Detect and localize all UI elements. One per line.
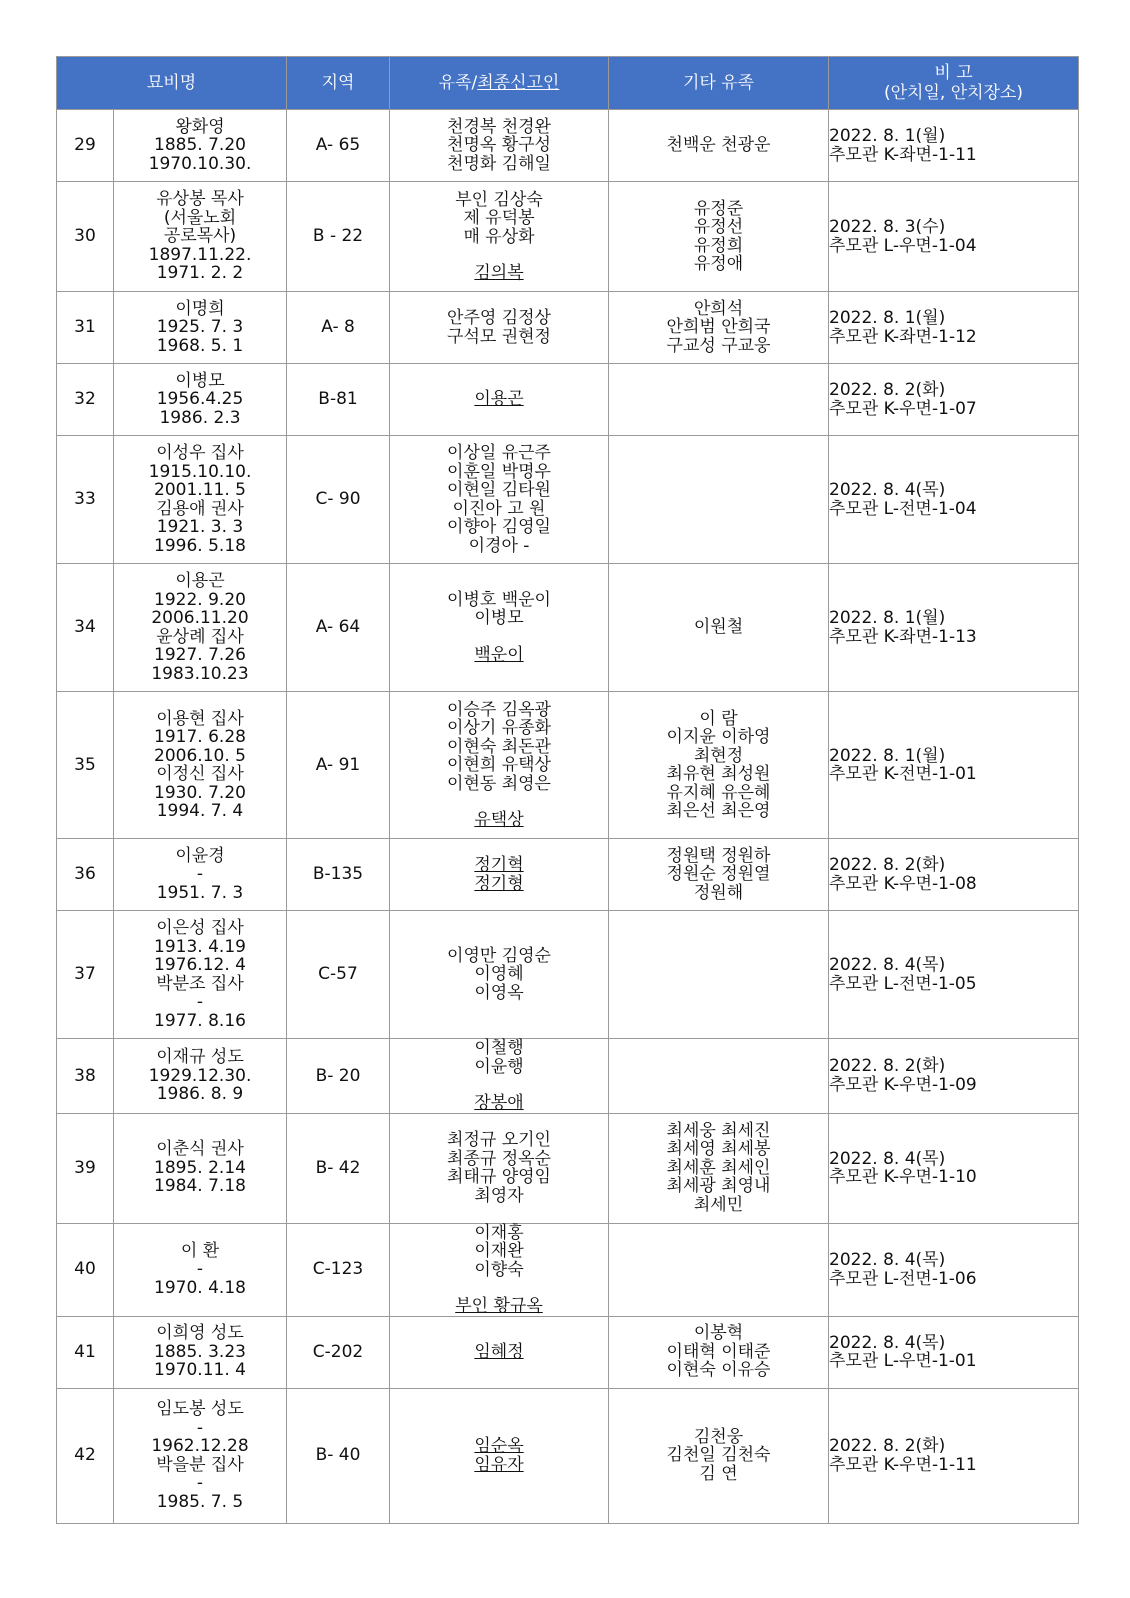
family-cell — [390, 564, 609, 692]
enshrine-date: 2022. 8. 2(화) — [829, 1436, 946, 1456]
enshrine-location: 추모관 K-우면-1-09 — [829, 1074, 977, 1095]
family-line: 천경복 천경완 — [447, 116, 551, 137]
epitaph-line: 1970. 4.18 — [154, 1277, 246, 1298]
epitaph-name — [114, 364, 287, 436]
enshrine-location: 추모관 K-전면-1-01 — [829, 764, 977, 784]
family-line: 이병모 — [474, 608, 524, 629]
header-region: 지역 — [287, 57, 390, 110]
enshrine-location: 추모관 L-전면-1-05 — [829, 973, 977, 994]
epitaph-line: 이 환 — [180, 1240, 220, 1261]
other-family-line: 구교성 구교웅 — [666, 335, 771, 356]
enshrine-location: 추모관 K-좌면-1-13 — [829, 626, 977, 647]
row-number: 32 — [57, 364, 114, 436]
epitaph-line: 이춘식 권사 — [156, 1139, 244, 1160]
epitaph-line: 1977. 8.16 — [154, 1010, 246, 1031]
note-cell — [829, 564, 1079, 692]
family-line: 이윤행 — [474, 1056, 524, 1077]
row-number: 39 — [57, 1113, 114, 1223]
epitaph-line: 박분조 집사 — [156, 973, 244, 994]
other-family-cell — [609, 839, 829, 911]
note-cell — [829, 1223, 1079, 1316]
other-family-cell — [609, 911, 829, 1039]
other-family-line: 천백운 천광운 — [666, 135, 771, 156]
epitaph-line: 1970.10.30. — [148, 153, 252, 174]
other-family-line: 최유현 최성원 — [666, 764, 771, 784]
epitaph-line: 1983.10.23 — [151, 663, 249, 684]
other-family-cell — [609, 692, 829, 839]
other-family-cell — [609, 1316, 829, 1388]
spacer — [390, 246, 608, 264]
epitaph-name — [114, 292, 287, 364]
other-family-cell — [609, 364, 829, 436]
family-line: 최영자 — [474, 1185, 524, 1206]
table-row — [57, 692, 1079, 839]
other-family-line: 최세광 최영내 — [666, 1176, 771, 1197]
epitaph-line: 1929.12.30. — [148, 1065, 252, 1086]
family-line: 천명화 김해일 — [447, 153, 551, 174]
other-family-line: 이태혁 이태준 — [666, 1341, 771, 1362]
epitaph-line: 이병모 — [175, 370, 225, 391]
other-family-line: 이봉혁 — [693, 1323, 744, 1344]
region-code: B - 22 — [287, 182, 390, 292]
family-cell — [390, 110, 609, 182]
other-family-line: 정원택 정원하 — [666, 845, 771, 866]
spacer — [390, 628, 608, 646]
note-cell — [829, 364, 1079, 436]
enshrine-location: 추모관 L-우면-1-01 — [829, 1351, 977, 1371]
epitaph-line: 1986. 8. 9 — [156, 1084, 244, 1104]
family-line: 이승주 김옥광 — [447, 699, 551, 720]
other-family-cell — [609, 436, 829, 564]
family-cell — [390, 1388, 609, 1523]
epitaph-line: 1984. 7.18 — [154, 1176, 246, 1197]
epitaph-line: 1913. 4.19 — [154, 936, 246, 957]
region-code: B-81 — [287, 364, 390, 436]
final-reporter: 임혜정 — [474, 1341, 524, 1362]
epitaph-line: 2001.11. 5 — [154, 480, 246, 500]
enshrine-date: 2022. 8. 4(목) — [829, 1148, 946, 1169]
epitaph-name — [114, 692, 287, 839]
epitaph-line: 1917. 6.28 — [154, 727, 246, 747]
other-family-cell — [609, 1113, 829, 1223]
epitaph-line: 1885. 7.20 — [154, 135, 246, 156]
family-line: 부인 김상숙 — [455, 189, 543, 210]
other-family-line: 최세훈 최세인 — [666, 1157, 771, 1178]
epitaph-line: 이은성 집사 — [156, 918, 244, 938]
enshrine-location: 추모관 K-우면-1-08 — [829, 873, 977, 894]
table-row — [57, 564, 1079, 692]
epitaph-line: 1930. 7.20 — [154, 782, 246, 803]
family-cell — [390, 911, 609, 1039]
epitaph-name — [114, 182, 287, 292]
family-cell — [390, 364, 609, 436]
epitaph-line: 김용애 권사 — [156, 498, 244, 519]
enshrine-date: 2022. 8. 3(수) — [829, 217, 946, 237]
enshrine-date: 2022. 8. 4(목) — [829, 480, 946, 500]
epitaph-line: 1970.11. 4 — [154, 1360, 246, 1381]
family-line: 이재홍 — [474, 1222, 524, 1243]
note-cell — [829, 110, 1079, 182]
note-cell — [829, 692, 1079, 839]
epitaph-line: 1996. 5.18 — [154, 535, 246, 556]
enshrine-location: 추모관 L-전면-1-04 — [829, 498, 977, 519]
final-reporter: 유택상 — [474, 810, 524, 830]
family-line: 최정규 오기인 — [447, 1130, 551, 1150]
note-cell — [829, 292, 1079, 364]
enshrine-location: 추모관 K-우면-1-11 — [829, 1454, 977, 1475]
final-reporter: 정기형 — [474, 873, 524, 894]
enshrine-date: 2022. 8. 4(목) — [829, 955, 946, 975]
enshrine-date: 2022. 8. 2(화) — [829, 1056, 946, 1077]
epitaph-line: 이성우 집사 — [156, 443, 244, 463]
other-family-line: 이지윤 이하영 — [666, 727, 771, 747]
epitaph-line: 이재규 성도 — [156, 1047, 244, 1067]
family-line: 이영혜 — [474, 964, 524, 985]
enshrine-location: 추모관 K-좌면-1-11 — [829, 144, 977, 165]
table-row — [57, 364, 1079, 436]
other-family-line: 이원철 — [693, 617, 744, 638]
epitaph-line: 1895. 2.14 — [154, 1157, 246, 1178]
other-family-line: 정원순 정원열 — [666, 864, 771, 885]
family-line: 최종규 정옥순 — [447, 1148, 551, 1169]
table-row — [57, 839, 1079, 911]
other-family-line: 이 람 — [699, 708, 738, 729]
table-row — [57, 911, 1079, 1039]
family-cell — [390, 1223, 609, 1316]
family-cell — [390, 436, 609, 564]
epitaph-line: 1951. 7. 3 — [156, 882, 244, 903]
row-number: 37 — [57, 911, 114, 1039]
epitaph-line: 2006.11.20 — [151, 608, 249, 628]
other-family-line: 최세웅 최세진 — [666, 1120, 771, 1141]
row-number: 31 — [57, 292, 114, 364]
other-family-line: 김 연 — [699, 1463, 738, 1484]
epitaph-line: - — [196, 1417, 204, 1438]
epitaph-line: 1986. 2.3 — [159, 407, 241, 428]
note-cell — [829, 1039, 1079, 1114]
row-number: 30 — [57, 182, 114, 292]
epitaph-name — [114, 839, 287, 911]
enshrine-date: 2022. 8. 2(화) — [829, 855, 946, 875]
epitaph-line: 1925. 7. 3 — [156, 317, 244, 338]
epitaph-line: 1915.10.10. — [148, 461, 252, 482]
epitaph-line: 1985. 7. 5 — [156, 1491, 244, 1512]
family-line: 이재완 — [474, 1241, 524, 1261]
note-cell — [829, 1388, 1079, 1523]
epitaph-line: 1994. 7. 4 — [156, 801, 244, 821]
table-row — [57, 292, 1079, 364]
family-line: 이상기 유종화 — [447, 718, 551, 738]
other-family-line: 유정준 — [693, 198, 744, 219]
epitaph-line: 이명희 — [175, 298, 225, 319]
family-cell — [390, 692, 609, 839]
table-row — [57, 1223, 1079, 1316]
region-code: C- 90 — [287, 436, 390, 564]
region-code: A- 91 — [287, 692, 390, 839]
epitaph-name — [114, 564, 287, 692]
family-line: 이영만 김영순 — [447, 945, 551, 966]
enshrine-location: 추모관 K-우면-1-07 — [829, 398, 977, 419]
header-other-family: 기타 유족 — [609, 57, 829, 110]
note-cell — [829, 839, 1079, 911]
family-line: 이향아 김영일 — [447, 517, 551, 537]
table-row — [57, 182, 1079, 292]
family-cell — [390, 1039, 609, 1114]
final-reporter: 백운이 — [474, 644, 524, 665]
other-family-line: 최세영 최세봉 — [666, 1139, 771, 1160]
enshrine-date: 2022. 8. 1(월) — [829, 608, 946, 628]
epitaph-line: (서울노회 — [163, 207, 237, 228]
enshrine-date: 2022. 8. 1(월) — [829, 308, 946, 328]
region-code: C-123 — [287, 1223, 390, 1316]
epitaph-line: - — [196, 864, 204, 885]
epitaph-line: - — [196, 1259, 204, 1280]
epitaph-line: 이정신 집사 — [156, 764, 244, 784]
other-family-cell — [609, 182, 829, 292]
enshrine-date: 2022. 8. 2(화) — [829, 380, 946, 400]
region-code: C-202 — [287, 1316, 390, 1388]
epitaph-name — [114, 1316, 287, 1388]
final-reporter: 김의복 — [474, 263, 524, 283]
enshrine-date: 2022. 8. 4(목) — [829, 1250, 946, 1270]
family-cell — [390, 1113, 609, 1223]
other-family-cell — [609, 1388, 829, 1523]
family-line: 매 유상화 — [463, 226, 535, 247]
family-line: 이진아 고 원 — [452, 498, 546, 519]
epitaph-line: - — [196, 1473, 204, 1493]
other-family-line: 유정희 — [693, 235, 744, 256]
epitaph-name — [114, 1039, 287, 1114]
family-cell — [390, 292, 609, 364]
row-number: 38 — [57, 1039, 114, 1114]
epitaph-line: 1976.12. 4 — [154, 955, 246, 975]
enshrine-date: 2022. 8. 1(월) — [829, 126, 946, 146]
row-number: 42 — [57, 1388, 114, 1523]
family-line: 최태규 양영임 — [447, 1167, 551, 1187]
epitaph-line: 1968. 5. 1 — [156, 335, 244, 356]
epitaph-line: 이용현 집사 — [156, 708, 244, 729]
epitaph-line: 1922. 9.20 — [154, 589, 246, 610]
family-line: 구석모 권현정 — [447, 326, 551, 347]
final-reporter: 부인 황규옥 — [455, 1296, 543, 1316]
epitaph-name — [114, 1388, 287, 1523]
other-family-line: 안희석 — [693, 298, 744, 319]
other-family-cell — [609, 110, 829, 182]
other-family-cell — [609, 1039, 829, 1114]
other-family-line: 안희범 안희국 — [666, 317, 771, 338]
family-line: 이훈일 박명우 — [447, 461, 551, 482]
epitaph-line: 박을분 집사 — [156, 1454, 244, 1475]
epitaph-line: 1885. 3.23 — [154, 1341, 246, 1362]
enshrine-location: 추모관 L-우면-1-04 — [829, 235, 977, 256]
row-number: 34 — [57, 564, 114, 692]
epitaph-name — [114, 436, 287, 564]
enshrine-location: 추모관 K-우면-1-10 — [829, 1167, 977, 1187]
epitaph-line: 유상봉 목사 — [156, 189, 244, 210]
region-code: B- 20 — [287, 1039, 390, 1114]
family-line: 이상일 유근주 — [447, 443, 551, 463]
epitaph-line: 2006.10. 5 — [154, 745, 246, 766]
table-row — [57, 1388, 1079, 1523]
family-line: 이향숙 — [474, 1259, 524, 1280]
header-note: 비 고 (안치일, 안치장소) — [829, 57, 1079, 110]
final-reporter: 임순옥 — [474, 1436, 524, 1456]
table-row — [57, 1316, 1079, 1388]
epitaph-line: 왕화영 — [175, 116, 225, 137]
family-cell — [390, 1316, 609, 1388]
other-family-line: 김천일 김천숙 — [666, 1445, 771, 1466]
other-family-line: 유정애 — [693, 254, 744, 274]
note-cell — [829, 1113, 1079, 1223]
note-cell — [829, 911, 1079, 1039]
epitaph-name — [114, 911, 287, 1039]
note-cell — [829, 1316, 1079, 1388]
enshrine-location: 추모관 L-전면-1-06 — [829, 1268, 977, 1289]
final-reporter: 이용곤 — [474, 389, 524, 410]
row-number: 40 — [57, 1223, 114, 1316]
region-code: B-135 — [287, 839, 390, 911]
note-cell — [829, 436, 1079, 564]
note-cell — [829, 182, 1079, 292]
epitaph-line: 이용곤 — [175, 571, 225, 591]
family-line: 안주영 김정상 — [447, 308, 551, 328]
other-family-line: 이현숙 이유승 — [666, 1360, 771, 1381]
epitaph-line: 이윤경 — [175, 845, 225, 866]
spacer — [390, 793, 608, 811]
family-line: 이경아 - — [468, 535, 530, 556]
family-line: 이병호 백운이 — [447, 589, 551, 610]
other-family-line: 유지혜 유은혜 — [666, 782, 771, 803]
header-row — [57, 57, 1079, 110]
family-line: 이현일 김타원 — [447, 480, 551, 500]
other-family-cell — [609, 564, 829, 692]
other-family-line: 정원해 — [693, 882, 744, 903]
region-code: A- 64 — [287, 564, 390, 692]
epitaph-line: 1897.11.22. — [148, 244, 252, 265]
enshrine-date: 2022. 8. 1(월) — [829, 745, 946, 766]
other-family-line: 최세민 — [693, 1194, 744, 1215]
enshrine-location: 추모관 K-좌면-1-12 — [829, 326, 977, 347]
family-line: 이현희 유택상 — [447, 755, 551, 775]
region-code: B- 42 — [287, 1113, 390, 1223]
row-number: 35 — [57, 692, 114, 839]
row-number: 33 — [57, 436, 114, 564]
family-line: 이철행 — [474, 1038, 524, 1058]
epitaph-line: 1927. 7.26 — [154, 645, 246, 665]
other-family-cell — [609, 292, 829, 364]
epitaph-name — [114, 1113, 287, 1223]
family-line: 이현숙 최돈관 — [447, 736, 551, 757]
epitaph-line: 공로목사) — [163, 226, 237, 247]
spacer — [390, 1076, 608, 1094]
other-family-line: 최현정 — [693, 745, 744, 766]
family-cell — [390, 839, 609, 911]
region-code: A- 65 — [287, 110, 390, 182]
epitaph-name — [114, 1223, 287, 1316]
other-family-line: 김천웅 — [693, 1426, 744, 1447]
final-reporter: 장봉애 — [474, 1093, 524, 1113]
table-row — [57, 110, 1079, 182]
other-family-cell — [609, 1223, 829, 1316]
family-line: 제 유덕봉 — [463, 208, 535, 228]
memorial-table — [56, 56, 1079, 1524]
other-family-line: 유정선 — [693, 217, 744, 237]
family-cell — [390, 182, 609, 292]
family-line: 이현동 최영은 — [447, 773, 551, 794]
enshrine-date: 2022. 8. 4(목) — [829, 1332, 946, 1353]
epitaph-line: 1921. 3. 3 — [156, 517, 244, 537]
epitaph-line: - — [196, 992, 204, 1012]
region-code: B- 40 — [287, 1388, 390, 1523]
epitaph-line: 임도봉 성도 — [156, 1399, 244, 1419]
epitaph-line: 이희영 성도 — [156, 1323, 244, 1344]
header-family: 유족/최종신고인 — [390, 57, 609, 110]
epitaph-line: 1956.4.25 — [156, 389, 244, 410]
epitaph-name — [114, 110, 287, 182]
family-line: 이영옥 — [474, 982, 524, 1003]
family-line: 천명옥 황구성 — [447, 135, 551, 156]
final-reporter: 정기혁 — [474, 855, 524, 875]
final-reporter: 임유자 — [474, 1454, 524, 1475]
table-row — [57, 1113, 1079, 1223]
other-family-line: 최은선 최은영 — [666, 801, 771, 821]
epitaph-line: 1962.12.28 — [151, 1436, 249, 1456]
row-number: 29 — [57, 110, 114, 182]
region-code: A- 8 — [287, 292, 390, 364]
row-number: 41 — [57, 1316, 114, 1388]
epitaph-line: 1971. 2. 2 — [156, 263, 244, 284]
row-number: 36 — [57, 839, 114, 911]
epitaph-line: 윤상례 집사 — [156, 626, 244, 647]
region-code: C-57 — [287, 911, 390, 1039]
table-row — [57, 436, 1079, 564]
table-row — [57, 1039, 1079, 1114]
spacer — [390, 1279, 608, 1297]
header-name: 묘비명 — [57, 57, 287, 110]
